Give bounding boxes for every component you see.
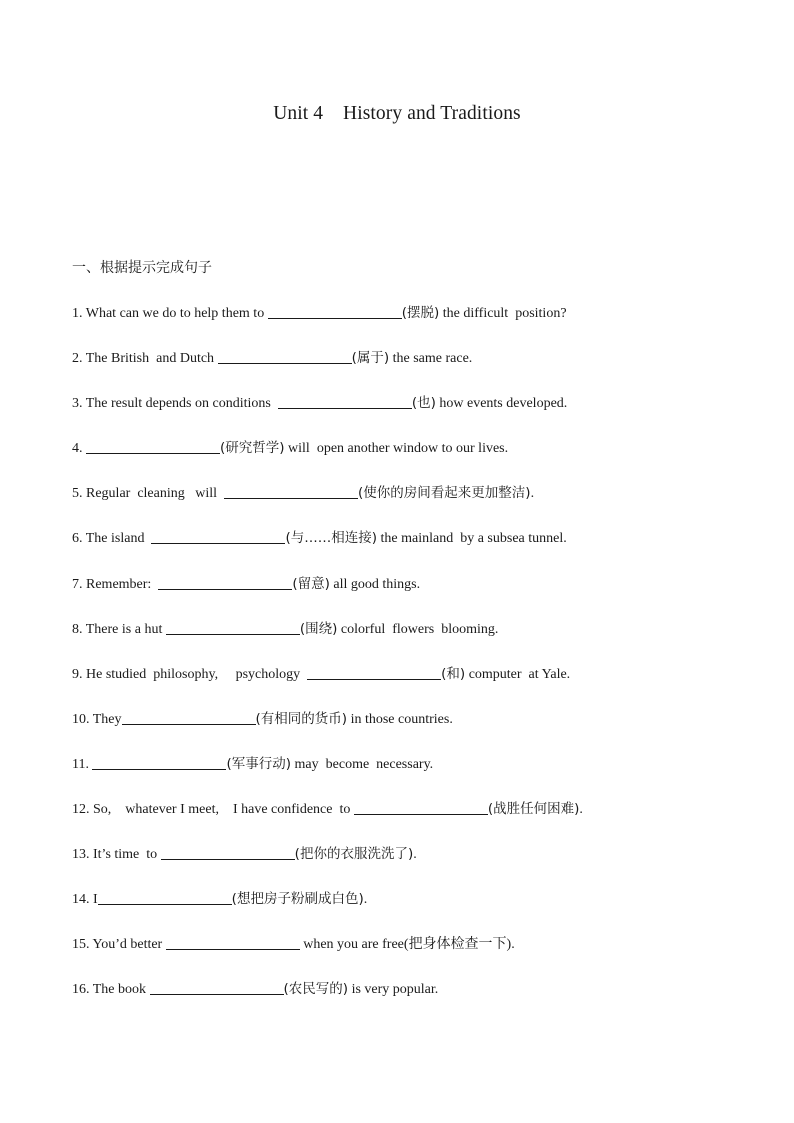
exercise-item — [72, 754, 734, 799]
sentence-after: in those countries. — [347, 711, 453, 727]
hint-text: (战胜任何困难) — [487, 801, 580, 818]
exercise-item — [72, 979, 734, 1024]
hint-text: (与……相连接) — [285, 530, 378, 547]
hint-text: (属于) — [351, 350, 390, 367]
sentence-after: . — [579, 802, 583, 818]
answer-blank[interactable] — [268, 304, 402, 319]
answer-blank[interactable] — [92, 755, 226, 770]
sentence-before: 14. I — [72, 892, 98, 908]
hint-text: (想把房子粉刷成白色) — [231, 891, 364, 908]
sentence-after: is very popular. — [348, 982, 439, 998]
page-title: Unit 4 History and Traditions — [273, 103, 521, 124]
answer-blank[interactable] — [161, 845, 295, 860]
exercise-item — [72, 528, 734, 573]
exercise-item — [72, 393, 734, 438]
hint-text: (使你的房间看起来更加整洁) — [358, 485, 531, 502]
answer-blank[interactable] — [278, 394, 412, 409]
sentence-after: will open another window to our lives. — [284, 441, 509, 457]
answer-blank[interactable] — [354, 800, 488, 815]
exercise-item — [72, 934, 734, 979]
answer-blank[interactable] — [150, 980, 284, 995]
answer-blank[interactable] — [166, 935, 300, 950]
sentence-before: 7. Remember: — [72, 576, 159, 592]
sentence-after: the mainland by a subsea tunnel. — [377, 531, 567, 547]
exercise-item — [72, 438, 734, 483]
answer-blank[interactable] — [224, 484, 358, 499]
exercise-item — [72, 348, 734, 393]
sentence-after: . — [413, 847, 417, 863]
sentence-after: . — [363, 892, 368, 908]
sentence-after: the difficult position? — [439, 306, 567, 321]
answer-blank[interactable] — [158, 575, 292, 590]
sentence-before: 11. — [72, 756, 93, 772]
sentence-after: the same race. — [389, 351, 473, 367]
sentence-after: computer at Yale. — [465, 666, 571, 682]
hint-text: (有相同的货币) — [255, 710, 348, 727]
answer-blank[interactable] — [86, 439, 220, 454]
sentence-before: 2. The British and Dutch — [72, 351, 218, 367]
exercise-list — [72, 303, 734, 1025]
sentence-before: 4. — [72, 441, 86, 457]
answer-blank[interactable] — [307, 665, 441, 680]
sentence-before: 12. So, whatever I meet, I have confidence to — [72, 802, 354, 818]
exercise-item — [72, 619, 734, 664]
hint-text: (把你的衣服洗洗了) — [294, 846, 414, 863]
exercise-item — [72, 664, 734, 709]
exercise-item — [72, 844, 734, 889]
sentence-after: all good things. — [329, 576, 421, 592]
exercise-item — [72, 709, 734, 754]
answer-blank[interactable] — [218, 349, 352, 364]
sentence-after: how events developed. — [435, 396, 568, 412]
hint-text: (摆脱) — [401, 305, 440, 321]
sentence-before: 8. There is a hut — [72, 621, 166, 637]
sentence-after: when you are free(把身体检查一下). — [299, 937, 515, 953]
hint-text: (军事行动) — [226, 755, 292, 772]
exercise-item — [72, 574, 734, 619]
hint-text: (农民写的) — [283, 981, 349, 998]
sentence-after: colorful flowers blooming. — [337, 621, 499, 637]
hint-text: (也) — [411, 395, 436, 412]
exercise-item — [72, 799, 734, 844]
hint-text: (研究哲学) — [220, 440, 285, 457]
sentence-before: 13. It’s time to — [72, 847, 161, 863]
answer-blank[interactable] — [98, 890, 232, 905]
sentence-before: 6. The island — [72, 531, 152, 547]
section-heading: 一、根据提示完成句子 — [72, 260, 212, 276]
sentence-before: 16. The book — [72, 982, 150, 998]
exercise-item — [72, 303, 734, 348]
sentence-before: 9. He studied philosophy, psychology — [72, 666, 308, 682]
hint-text: (留意) — [292, 575, 330, 592]
sentence-before: 1. What can we do to help them to — [72, 306, 268, 321]
answer-blank[interactable] — [151, 529, 285, 544]
sentence-before: 10. They — [72, 711, 122, 727]
answer-blank[interactable] — [122, 710, 256, 725]
sentence-after: . — [530, 486, 535, 502]
exercise-item — [72, 483, 734, 528]
answer-blank[interactable] — [166, 620, 300, 635]
sentence-after: may become necessary. — [291, 756, 434, 772]
sentence-before: 3. The result depends on conditions — [72, 396, 278, 412]
hint-text: (和) — [441, 665, 466, 682]
sentence-before: 5. Regular cleaning will — [72, 486, 225, 502]
exercise-item — [72, 889, 734, 934]
sentence-before: 15. You’d better — [72, 937, 166, 953]
hint-text: (围绕) — [299, 620, 338, 637]
